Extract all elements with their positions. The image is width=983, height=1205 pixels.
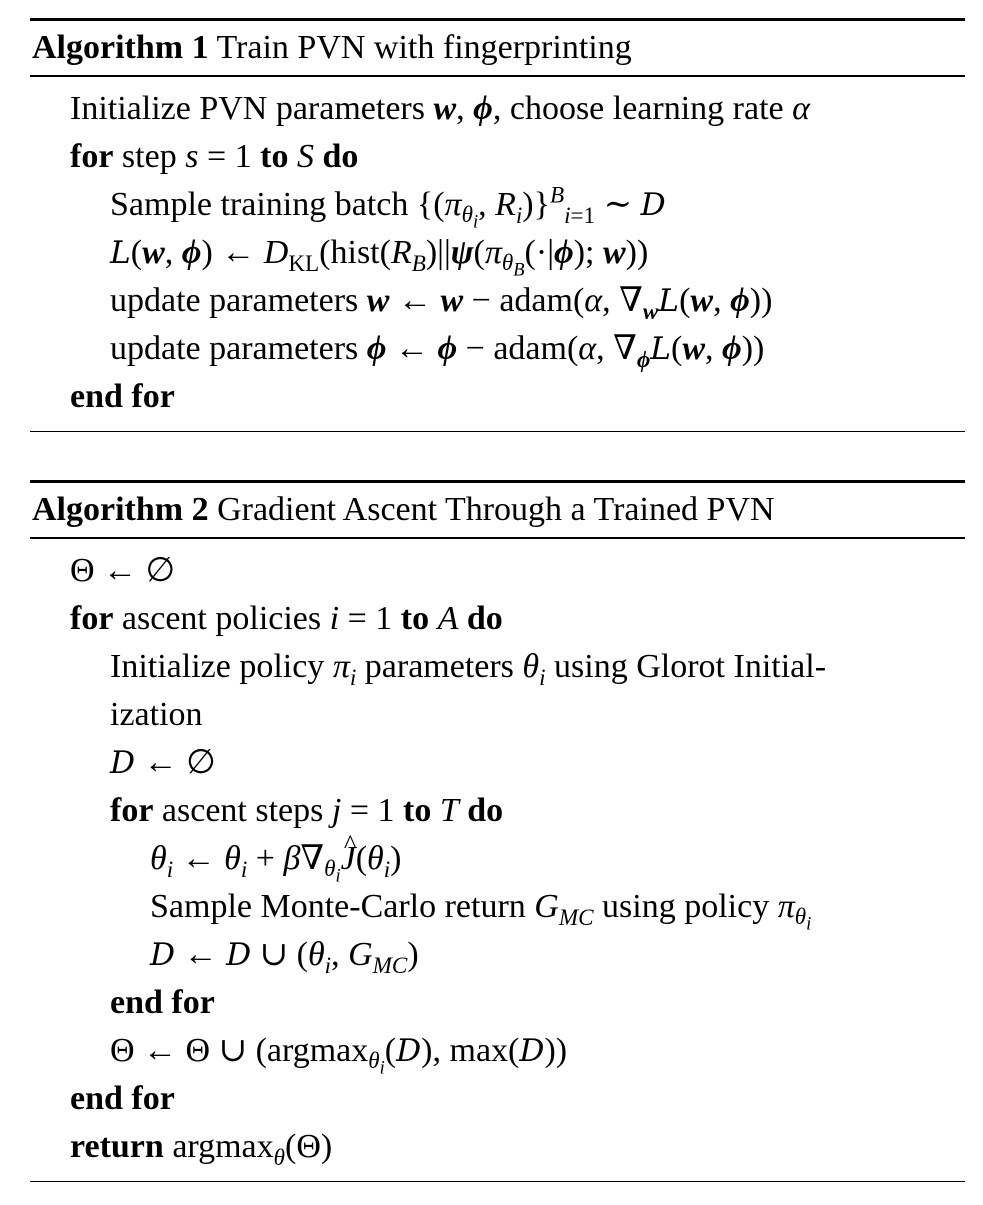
algo-line: return argmax$_\theta$(Θ) <box>70 1127 333 1171</box>
algorithm-body <box>30 539 965 1181</box>
algo-line: update parameters w ← w − adam(α, $\nabla_wL(w$, ϕ)) <box>110 281 773 325</box>
algo-line: end for <box>110 983 215 1021</box>
algo-line: for ascent steps j = 1 to T do <box>110 791 504 829</box>
algo-line: D ← D ∪ ($\theta_i$, $G_{MC}$) <box>150 935 419 979</box>
algorithm-caption <box>30 483 965 537</box>
algo-line: for ascent policies i = 1 to A do <box>70 599 503 637</box>
bottom-rule <box>30 431 965 433</box>
algo-line: D ← ∅ <box>110 743 216 781</box>
algo-line: $\theta_i$ ← $\theta_i$ + $\beta\nabla_{\theta_i}\^{}$ $J(\theta_i)$ <box>30 835 965 883</box>
algo-line: Initialize PVN parameters w, ϕ, choose learning rate α <box>70 89 810 127</box>
algo-line: end for <box>70 377 175 415</box>
algo-line: ization <box>110 695 203 733</box>
algo-line: L(w, ϕ) ← $D_{KL}(hist(R_B)||\psi(\pi_{\theta_B}(\cdot|\phi)$; w)) <box>110 233 649 280</box>
algo-line: Θ ← ∅ <box>70 551 176 589</box>
algorithm-caption <box>30 21 965 75</box>
algo-line: Sample Monte-Carlo return $G_{MC}$ using policy $\pi_{\theta_i}$ <box>150 887 812 934</box>
algo-line: update parameters ϕ ← ϕ − adam(α, $\nabla_\phi L(w$, ϕ)) <box>110 329 765 373</box>
algorithm-label: Algorithm 1 <box>32 29 209 66</box>
algo-line: Initialize policy $\pi_i$ parameters $\theta_i$ using Glorot Initial- <box>110 647 827 691</box>
algo-line: for step s = 1 to S do <box>70 137 359 175</box>
algo-line: Sample training batch {($\pi_{\theta_i}$, $R_i)\}^B_{i=1}$ ∼ D <box>110 182 666 232</box>
algorithm-2 <box>30 480 965 1182</box>
algorithm-label: Algorithm 2 <box>32 491 209 528</box>
algorithm-title: Train PVN with fingerprinting <box>216 29 632 66</box>
algorithm-title: Gradient Ascent Through a Trained PVN <box>217 491 775 528</box>
algo-line: Θ ← Θ ∪ (argmax$_{\theta_i}$(D), max(D)) <box>110 1031 568 1078</box>
bottom-rule <box>30 1181 965 1183</box>
algorithm-body <box>30 77 965 431</box>
algo-line: end for <box>70 1079 175 1117</box>
algorithm-1 <box>30 18 965 432</box>
